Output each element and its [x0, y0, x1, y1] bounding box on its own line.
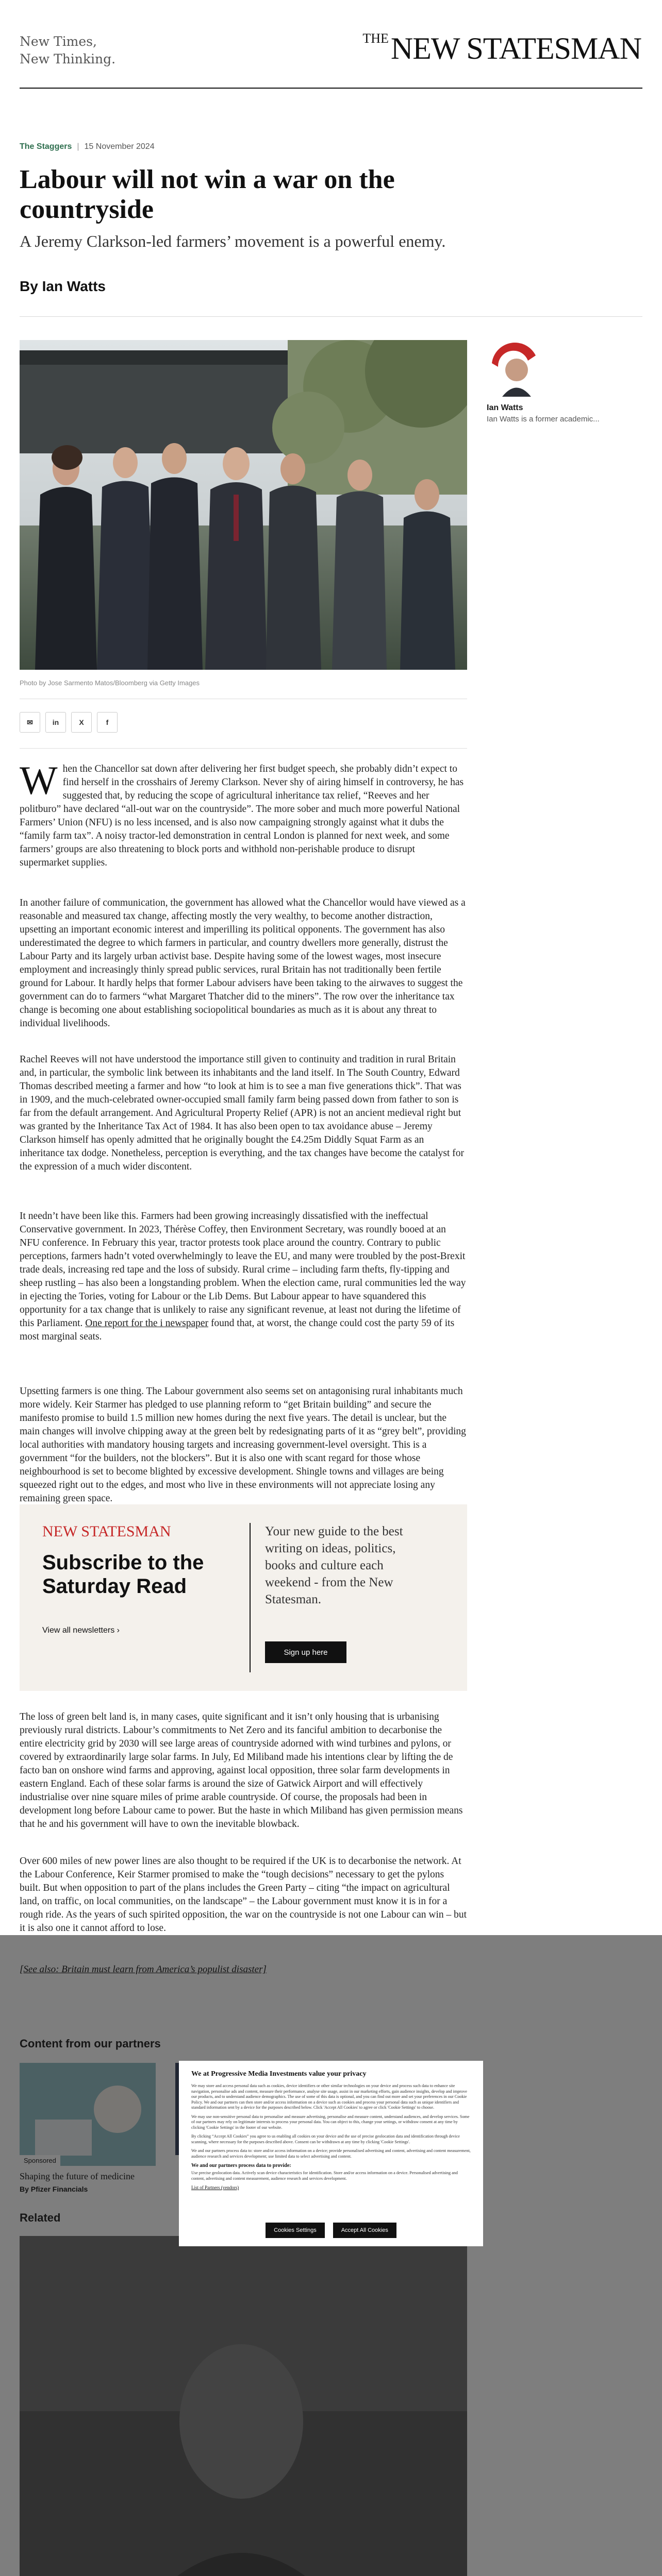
drop-cap: W [20, 758, 58, 803]
article-paragraph: Over 600 miles of new power lines are also thought to be required if the UK is to decarbonise the network. At the Labour Conference, Keir Starmer promised to make the “tough decisions” necessary to get the pylons built. But when opposition to part of the plans includes the Green Party – citing “the impact on agricultural land, on traffic, on local communities, on the landscape” – the Labour government must know it is in for a rough ride. As the years of such spirited opposition, the war on the countryside is not one Labour can win – but it is also one it cannot afford to lose. [20, 1856, 467, 1934]
paragraph-text: found that, at worst, the change could cost the party 59 of its most marginal seats. [20, 1318, 455, 1342]
byline-divider [20, 316, 642, 317]
newsletter-logo: NEW STATESMAN [42, 1523, 171, 1540]
share-bar [20, 712, 118, 733]
accept-all-cookies-button[interactable]: Accept All Cookies [333, 2223, 396, 2238]
article-paragraph [20, 758, 467, 870]
publish-date: 15 November 2024 [84, 142, 155, 151]
consent-title: We at Progressive Media Investments value your privacy [191, 2070, 367, 2078]
author-bio: Ian Watts is a former academic... [487, 415, 600, 423]
article-meta [20, 142, 155, 151]
author-card [487, 340, 641, 423]
site-tagline [20, 33, 115, 68]
share-divider [20, 748, 467, 749]
newsletter-promo [20, 1504, 467, 1691]
author-name[interactable]: Ian Watts [487, 403, 523, 412]
consent-subtitle: We and our partners process data to provide: [191, 2163, 291, 2168]
cookie-consent-dialog [179, 2061, 483, 2246]
article-paragraph: In another failure of communication, the government has allowed what the Chancellor would have viewed as a reasonable and measured tax change, affecting mostly the very wealthy, to become another distraction, upsetting an important economic interest and imperilling its political opponents. The government has also underestimated the degree to which farmers in particular, and country dwellers more generally, distrust the Labour Party and its largely urban activist base. Despite having some of the lowest wages, most insecure employment and increasingly thinly spread public services, rural Britain has not traditionally been fertile ground for Labour. It hardly helps that former Labour advisers have been taking to the airwaves to suggest the government can do to farmers “what Margaret Thatcher did to the miners”. The row over the inheritance tax change is becoming one about establishing sociopolitical boundaries as much as it is about any threat to individual livelihoods. [20, 897, 466, 1029]
cookie-settings-button[interactable]: Cookies Settings [266, 2223, 325, 2238]
tagline-line-2: New Thinking. [20, 52, 116, 66]
site-header [0, 0, 662, 90]
article-paragraph: Upsetting farmers is one thing. The Labour government also seems set on antagonising rural inhabitants much more widely. Keir Starmer has pledged to use planning reform to “get Britain building” and secure the manifesto promise to build 1.5 million new homes during the next five years. The detail is unclear, but the main changes will involve chipping away at the green belt by redesignating parts of it as “grey belt”, providing local authorities with mandatory housing targets and increasing government-level oversight. This is a government “for the builders, not the blockers”. But it is also one with scant regard for those whose neighbourhood is set to become blighted by excessive development. Shingle towns and villages are being squeezed right out to the edges, and most who live in these environments will not appreciate losing any remaining green space. [20, 1386, 466, 1504]
byline[interactable]: By Ian Watts [20, 278, 106, 294]
share-facebook-icon[interactable]: f [97, 712, 118, 733]
article-paragraph: Rachel Reeves will not have understood the importance still given to continuity and tradition in rural Britain and, in particular, the symbolic link between its inhabitants and the land itself. In The South Country, Edward Thomas described meeting a farmer and how “to look at him is to see a man five generations thick”. That was in 1909, and the much-celebrated owner-occupied small family farm being passed down from father to son is far from the default arrangement. And Agricultural Property Relief (APR) is not an ancient medieval right but was granted by the Inheritance Tax Act of 1984. It has also been open to tax avoidance abuse – Jeremy Clarkson himself has openly admitted that he originally bought the £4.25m Diddly Squat Farm as an inheritance tax dodge. Nonetheless, perception is everything, and the tax changes have become the catalyst for the expression of a much wider discontent. [20, 1054, 465, 1172]
section-link[interactable]: The Staggers [20, 142, 72, 151]
newsletter-divider [250, 1523, 251, 1672]
consent-text: By clicking “Accept All Cookies” you agree to us enabling all cookies on your device and the use of precise geolocation data and identification through device scanning, where necessary for the purposes described above. Consent can be withdrawn at any time by clicking 'Cookie Settings'. [191, 2134, 460, 2144]
article-headline: Labour will not win a war on the countryside [20, 165, 395, 224]
view-newsletters-link[interactable] [42, 1626, 120, 1635]
hero-image [20, 340, 467, 670]
site-logo[interactable] [362, 31, 641, 66]
author-avatar[interactable] [487, 340, 543, 397]
share-email-icon[interactable]: ✉ [20, 712, 40, 733]
article-paragraph [20, 1210, 467, 1344]
meta-separator: | [77, 142, 79, 151]
consent-text: Use precise geolocation data. Actively scan device characteristics for identification. Store and/or access information on a device. Personalised advertising and content, advertising and content measurement, audience research and services development. [191, 2171, 458, 2181]
newsletter-title: Subscribe to the Saturday Read [42, 1551, 204, 1598]
consent-text: We may use non-sensitive personal data to personalise and measure advertising, personalise and measure content, understand audiences, and develop services. Some of our partners may rely on legitimate interests to process your personal data. You can object to this, change your settings, or withdraw consent at any time by clicking 'Cookie Settings' in the footer of our website. [191, 2114, 470, 2130]
header-divider [20, 88, 642, 89]
consent-text: We and our partners process data to: store and/or access information on a device; provide personalised advertising and content, advertising and content measurement, audience research and services development; use limited data to select advertising and content. [191, 2148, 471, 2159]
photo-credit: Photo by Jose Sarmento Matos/Bloomberg via Getty Images [20, 679, 200, 687]
newsletter-pitch: Your new guide to the best writing on ideas, politics, books and culture each weekend - from the New Statesman. [265, 1524, 403, 1606]
partners-list-link[interactable]: List of Partners (vendors) [191, 2185, 239, 2190]
share-x-icon[interactable]: X [71, 712, 92, 733]
paragraph-text: hen the Chancellor sat down after delivering her first budget speech, she probably didn’t expect to find herself in the crosshairs of Jeremy Clarkson. Never shy of airing himself in controversy, he has suggested that, by reducing the scope of agricultural inheritance tax relief, “Reeves and her politburo” have declared “all-out war on the countryside”. The more sober and much more powerful National Farmers’ Union (NFU) is no less incensed, and is also now campaigning strongly against what it dubs the “family farm tax”. A noisy tractor-led demonstration in central London is planned for next week, and some farmers’ groups are also threatening to block ports and withhold non-perishable produce to disrupt supermarket supplies. [20, 764, 464, 868]
logo-name: NEW STATESMAN [390, 31, 641, 65]
consent-buttons [179, 2223, 483, 2238]
arrow-right-icon: › [117, 1626, 120, 1635]
article-paragraph: The loss of green belt land is, in many cases, quite significant and it isn’t only housing that is urbanising previously rural districts. Labour’s commitments to Net Zero and its fanciful ambition to decarbonise the entire electricity grid by 2030 will see large areas of countryside adorned with wind turbines and pylons, or covered by extraordinarily large solar farms. In July, Ed Miliband made his intentions clear by lifting the de facto ban on onshore wind farms and approving, against local opposition, three solar farm developments in eastern England. Each of these solar farms is around the size of Gatwick Airport and will effectively industrialise over nine square miles of prime arable countryside. Of course, the proposals had been in development long before Labour came to power. But the haste in which Miliband has given permission means that he and his government will have to own the inevitable blowback. [20, 1711, 463, 1829]
tagline-line-1: New Times, [20, 34, 97, 49]
consent-text: We may store and access personal data such as cookies, device identifiers or other similar technologies on your device and process such data to enhance site navigation, personalise ads and content, measure their performance, analyse site usage, assist in our marketing efforts, gain audience insights, develop and improve our products, and to understand audience demographics. The use of some of this data is optional, and you can find out more and set your preferences in our Cookie Policy. We and our partners can then store and/or access information on a device such as cookies and process your personal data such as unique identifiers and standard information sent by a device for the purposes described below. Click 'Accept All Cookies' to agree or click 'Cookie Settings' to choose. [191, 2083, 467, 2110]
newsletter-signup-button[interactable]: Sign up here [265, 1641, 346, 1663]
view-newsletters-label: View all newsletters [42, 1626, 115, 1635]
share-linkedin-icon[interactable]: in [45, 712, 66, 733]
hero-photo-illustration [20, 340, 467, 670]
paragraph-text: It needn’t have been like this. Farmers had been growing increasingly dissatisfied with the ineffectual Conservative government. In 2023, Thérèse Coffey, then Environment Secretary, was roundly booed at an NFU conference. In February this year, tractor protests took place around the country. Contrary to public perceptions, farmers hadn’t voted overwhelmingly to leave the EU, and many were troubled by the post-Brexit trade deals, increasing red tape and the loss of subsidy. Rural crime – including farm thefts, fly-tipping and sheep rustling – has also been a longstanding problem. When the election came, rural communities led the way in ejecting the Tories, voting for Labour or the Lib Dems. But Labour appear to have squandered this opportunity for a tax change that is unlikely to raise any significant revenue, at least not during the lifetime of this Parliament. [20, 1211, 466, 1329]
inline-link[interactable]: One report for the i newspaper [85, 1318, 209, 1329]
cookie-overlay [0, 1935, 662, 2576]
article-standfirst: A Jeremy Clarkson-led farmers’ movement is a powerful enemy. [20, 232, 446, 250]
logo-the: THE [362, 31, 389, 46]
